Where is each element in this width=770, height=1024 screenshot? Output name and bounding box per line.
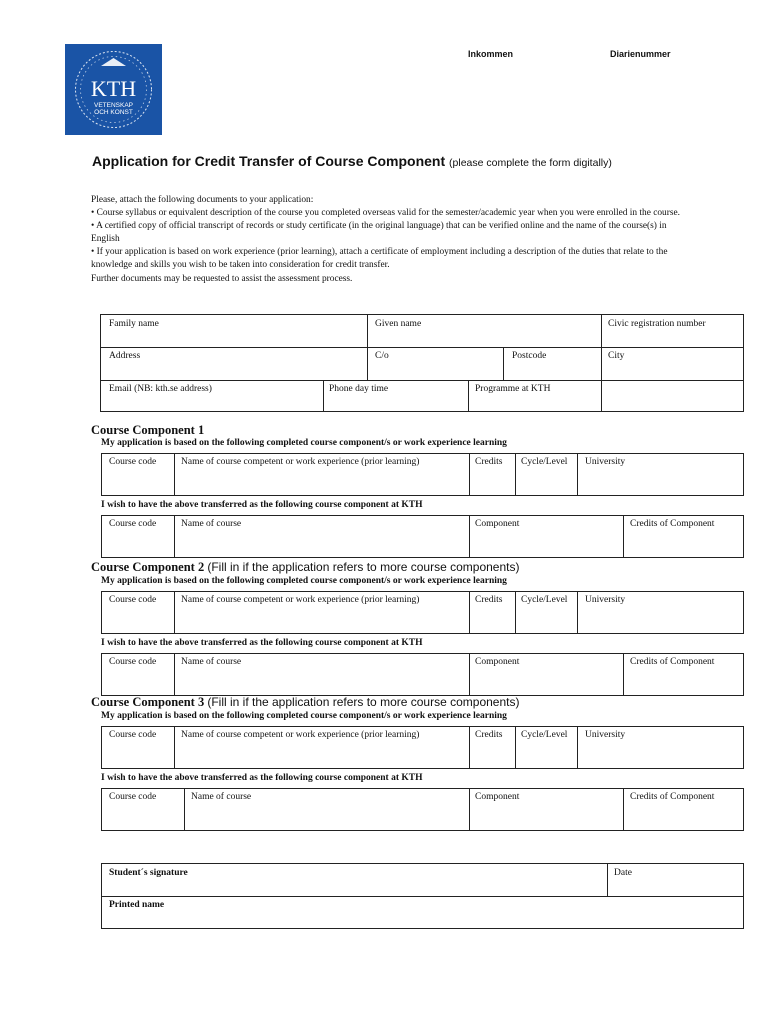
instructions-footer: Further documents may be requested to assist the assessment process. (91, 273, 353, 284)
kth-course-code-field[interactable]: Course code (109, 792, 157, 802)
signature-table (101, 863, 744, 929)
kth-course-name-field[interactable]: Name of course (191, 792, 252, 802)
university-field[interactable]: University (585, 595, 626, 605)
credits-field[interactable]: Credits (475, 730, 503, 740)
kth-credits-field[interactable]: Credits of Component (630, 792, 715, 802)
student-signature-field[interactable]: Student´s signature (109, 868, 188, 878)
course-code-field[interactable]: Course code (109, 457, 157, 467)
instructions-bullet: • If your application is based on work experience (prior learning), attach a certificate of employment including a description of the duties that relate to the knowledge and skills you wish to be taken into consideration for credit transfer. (91, 247, 668, 271)
personal-info-table (100, 314, 744, 412)
course-name-field[interactable]: Name of course competent or work experience (prior learning) (181, 595, 420, 605)
received-label: Inkommen (468, 49, 514, 59)
instructions (91, 194, 691, 286)
component-1-based-on-label: My application is based on the following completed course component/s or work experience learning (101, 438, 507, 448)
instructions-bullet: • Course syllabus or equivalent description of the course you completed overseas valid for the semester/academic year when you were enrolled in the course. (91, 208, 681, 219)
registration-number-label: Diarienummer (610, 49, 671, 59)
component-3-kth-table (101, 788, 744, 831)
component-2-subtitle: (Fill in if the application refers to more course components) (207, 560, 520, 574)
component-3-title (91, 695, 519, 710)
address-field[interactable]: Address (109, 351, 141, 361)
component-2-title (91, 560, 519, 575)
component-3-transfer-label: I wish to have the above transferred as the following course component at KTH (101, 773, 423, 783)
kth-logo-graphic (65, 44, 162, 135)
kth-credits-field[interactable]: Credits of Component (630, 519, 715, 529)
component-1-kth-table (101, 515, 744, 558)
form-title-main: Application for Credit Transfer of Course Component (92, 153, 446, 169)
component-3-source-table (101, 726, 744, 769)
component-3-subtitle: (Fill in if the application refers to more course components) (207, 695, 520, 709)
kth-component-field[interactable]: Component (475, 792, 520, 802)
course-code-field[interactable]: Course code (109, 730, 157, 740)
component-1-source-table (101, 453, 744, 496)
course-name-field[interactable]: Name of course competent or work experience (prior learning) (181, 730, 420, 740)
phone-field[interactable]: Phone day time (329, 384, 389, 394)
cycle-level-field[interactable]: Cycle/Level (521, 595, 568, 605)
component-3-based-on-label: My application is based on the following completed course component/s or work experience learning (101, 711, 507, 721)
kth-course-code-field[interactable]: Course code (109, 657, 157, 667)
component-2-transfer-label: I wish to have the above transferred as the following course component at KTH (101, 638, 423, 648)
printed-name-field[interactable]: Printed name (109, 900, 165, 910)
co-field[interactable]: C/o (375, 351, 389, 361)
kth-course-name-field[interactable]: Name of course (181, 657, 242, 667)
instructions-bullet: • A certified copy of official transcript of records or study certificate (in the original language) that can be verified online and the name of the course(s) in English (91, 221, 667, 245)
cycle-level-field[interactable]: Cycle/Level (521, 730, 568, 740)
logo-line1: VETENSKAP (93, 102, 134, 109)
kth-component-field[interactable]: Component (475, 519, 520, 529)
given-name-field[interactable]: Given name (375, 319, 422, 329)
component-2-kth-table (101, 653, 744, 696)
component-2-source-table (101, 591, 744, 634)
programme-field[interactable]: Programme at KTH (475, 384, 551, 394)
cycle-level-field[interactable]: Cycle/Level (521, 457, 568, 467)
credits-field[interactable]: Credits (475, 457, 503, 467)
course-name-field[interactable]: Name of course competent or work experience (prior learning) (181, 457, 420, 467)
university-field[interactable]: University (585, 457, 626, 467)
postcode-field[interactable]: Postcode (512, 351, 547, 361)
component-1-title (91, 423, 204, 438)
credits-field[interactable]: Credits (475, 595, 503, 605)
form-title (92, 153, 612, 169)
kth-component-field[interactable]: Component (475, 657, 520, 667)
kth-logo (65, 44, 162, 135)
kth-course-code-field[interactable]: Course code (109, 519, 157, 529)
family-name-field[interactable]: Family name (109, 319, 159, 329)
component-1-title-text: Course Component 1 (91, 423, 205, 437)
instructions-lead: Please, attach the following documents to your application: (91, 195, 314, 205)
component-2-based-on-label: My application is based on the following completed course component/s or work experience learning (101, 576, 507, 586)
component-2-title-text: Course Component 2 (91, 560, 205, 574)
kth-course-name-field[interactable]: Name of course (181, 519, 242, 529)
email-field[interactable]: Email (NB: kth.se address) (109, 384, 212, 394)
date-field[interactable]: Date (614, 868, 632, 878)
component-1-transfer-label: I wish to have the above transferred as the following course component at KTH (101, 500, 423, 510)
logo-line2: OCH KONST (94, 109, 133, 116)
kth-credits-field[interactable]: Credits of Component (630, 657, 715, 667)
component-3-title-text: Course Component 3 (91, 695, 205, 709)
course-code-field[interactable]: Course code (109, 595, 157, 605)
form-title-note: (please complete the form digitally) (449, 157, 612, 169)
university-field[interactable]: University (585, 730, 626, 740)
civic-number-field[interactable]: Civic registration number (608, 319, 706, 329)
city-field[interactable]: City (608, 351, 625, 361)
logo-text: KTH (90, 76, 137, 101)
